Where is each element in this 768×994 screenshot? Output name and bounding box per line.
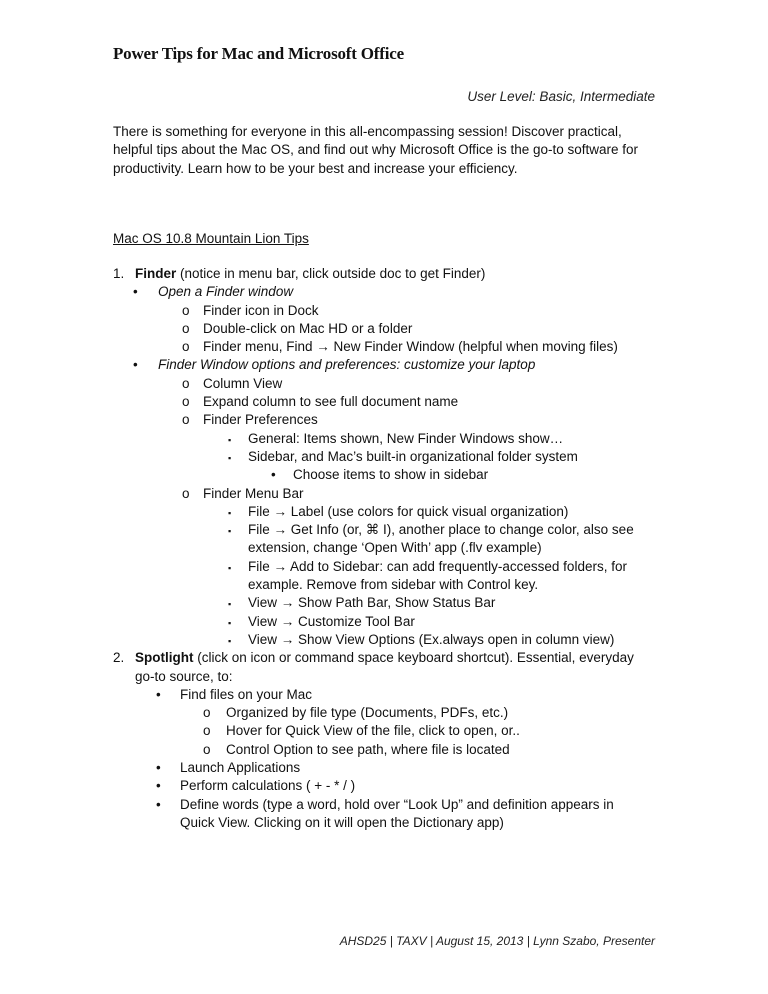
bullet-text: Define words (type a word, hold over “Look Up” and definition appears in Quick View. Clicking on it will open the Dictionary app) xyxy=(180,796,614,830)
list-item xyxy=(0,375,768,393)
list-item xyxy=(0,631,768,649)
sub-sub-item-text: View → Show View Options (Ex.always open in column view) xyxy=(248,631,615,647)
list-item xyxy=(0,356,768,374)
list-item xyxy=(0,485,768,503)
list-item xyxy=(0,759,768,777)
list-item xyxy=(0,466,768,484)
square-bullet-icon: ▪ xyxy=(228,507,232,518)
bullet-text: Finder Window options and preferences: customize your laptop xyxy=(158,357,536,373)
circle-bullet-icon: o xyxy=(182,320,190,336)
circle-bullet-icon: o xyxy=(182,412,190,428)
list-item xyxy=(0,558,768,595)
list-item xyxy=(0,393,768,411)
square-bullet-icon: ▪ xyxy=(228,562,232,573)
list-item-spotlight xyxy=(0,649,768,686)
square-bullet-icon: ▪ xyxy=(228,635,232,646)
square-bullet-icon: ▪ xyxy=(228,526,232,537)
bullet-icon: • xyxy=(156,760,161,776)
sub-item-text: Control Option to see path, where file is located xyxy=(226,741,510,757)
list-item xyxy=(0,594,768,612)
bullet-text: Perform calculations ( + - * / ) xyxy=(180,778,356,794)
sub-item-text: Hover for Quick View of the file, click to open, or.. xyxy=(226,723,520,739)
sub-sub-item-text: View → Show Path Bar, Show Status Bar xyxy=(248,595,496,611)
bullet-text: Launch Applications xyxy=(180,760,301,776)
sub-item-text: Finder menu, Find → New Finder Window (helpful when moving files) xyxy=(203,339,618,355)
sub-sub-item-text: File → Label (use colors for quick visual organization) xyxy=(248,503,569,519)
list-item xyxy=(0,338,768,356)
list-item xyxy=(0,796,768,833)
sub-item-text: Column View xyxy=(203,375,283,391)
list-item xyxy=(0,320,768,338)
item-bold: Spotlight xyxy=(135,650,194,666)
item-text: (notice in menu bar, click outside doc to get Finder) xyxy=(176,266,486,281)
bullet-icon: • xyxy=(156,778,161,794)
list-item xyxy=(0,741,768,759)
page-footer: AHSD25 | TAXV | August 15, 2013 | Lynn Szabo, Presenter xyxy=(339,934,655,948)
sub-item-text: Organized by file type (Documents, PDFs, etc.) xyxy=(226,705,509,721)
circle-bullet-icon: o xyxy=(203,723,211,739)
tips-outline xyxy=(0,265,768,832)
circle-bullet-icon: o xyxy=(182,302,190,318)
sub-sub-item-text: Sidebar, and Mac’s built-in organizational folder system xyxy=(248,448,578,464)
bullet-icon: • xyxy=(156,686,161,702)
circle-bullet-icon: o xyxy=(203,705,211,721)
list-item xyxy=(0,448,768,466)
item-number: 1. xyxy=(113,266,125,281)
list-item xyxy=(0,613,768,631)
bullet-icon: • xyxy=(133,284,138,300)
square-bullet-icon: ▪ xyxy=(228,617,232,628)
list-item xyxy=(0,686,768,704)
intro-paragraph: There is something for everyone in this all-encompassing session! Discover practical, helpful tips about the Mac OS, and find out why Microsoft Office is the go-to software for productivity. Learn how to be your best and increase your efficiency. xyxy=(113,124,639,176)
sub-item-text: Finder icon in Dock xyxy=(203,302,319,318)
sub-sub-item-text: File → Get Info (or, ⌘ I), another place to change color, also see extension, change ‘Open With’ app (.flv example) xyxy=(248,522,634,556)
circle-bullet-icon: o xyxy=(203,741,211,757)
bullet-text: Open a Finder window xyxy=(158,284,294,300)
list-item xyxy=(0,430,768,448)
sub-item-text: Expand column to see full document name xyxy=(203,394,459,410)
sub-sub-sub-item-text: Choose items to show in sidebar xyxy=(293,467,489,483)
list-item xyxy=(0,503,768,521)
list-item xyxy=(0,283,768,301)
sub-sub-item-text: File → Add to Sidebar: can add frequently-accessed folders, for example. Remove from sidebar with Control key. xyxy=(248,558,627,593)
list-item xyxy=(0,722,768,740)
bullet-icon: • xyxy=(271,467,276,483)
list-item xyxy=(0,777,768,795)
square-bullet-icon: ▪ xyxy=(228,599,232,610)
document-title: Power Tips for Mac and Microsoft Office xyxy=(113,44,404,63)
bullet-icon: • xyxy=(156,796,161,812)
bullet-text: Find files on your Mac xyxy=(180,686,313,702)
list-item xyxy=(0,521,768,558)
circle-bullet-icon: o xyxy=(182,394,190,410)
list-item xyxy=(0,411,768,429)
circle-bullet-icon: o xyxy=(182,339,190,355)
user-level: User Level: Basic, Intermediate xyxy=(467,89,655,104)
sub-item-text: Double-click on Mac HD or a folder xyxy=(203,320,413,336)
sub-item-text: Finder Preferences xyxy=(203,412,318,428)
list-item xyxy=(0,302,768,320)
square-bullet-icon: ▪ xyxy=(228,434,232,445)
square-bullet-icon: ▪ xyxy=(228,452,232,463)
circle-bullet-icon: o xyxy=(182,375,190,391)
sub-item-text: Finder Menu Bar xyxy=(203,485,304,501)
circle-bullet-icon: o xyxy=(182,485,190,501)
list-item-finder xyxy=(0,265,768,283)
section-heading: Mac OS 10.8 Mountain Lion Tips xyxy=(113,231,309,246)
sub-sub-item-text: View → Customize Tool Bar xyxy=(248,613,415,629)
item-text: (click on icon or command space keyboard shortcut). Essential, everyday go-to source, to: xyxy=(135,650,634,684)
bullet-icon: • xyxy=(133,357,138,373)
item-bold: Finder xyxy=(135,266,177,281)
list-item xyxy=(0,704,768,722)
item-number: 2. xyxy=(113,650,125,666)
sub-sub-item-text: General: Items shown, New Finder Windows show… xyxy=(248,430,564,446)
